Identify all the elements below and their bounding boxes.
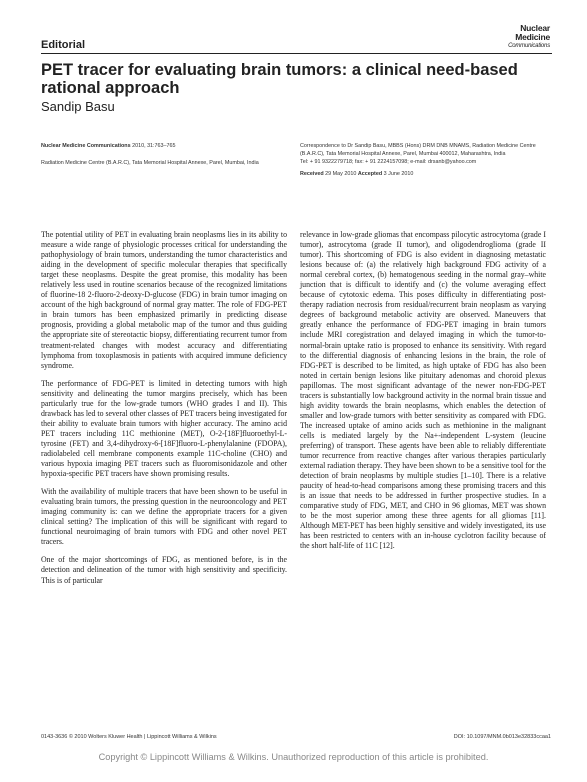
article-author: Sandip Basu bbox=[41, 99, 115, 114]
header-rule bbox=[41, 53, 552, 54]
journal-logo bbox=[478, 24, 550, 51]
body-paragraph: The potential utility of PET in evaluating brain neoplasms lies in its ability to measure a wide range of physiologic processes critical for understanding the pathophysiology of brain tumors, understanding the tumor characteristics and aiding in the development of specific molecular therapies that specifically target these neoplasms. Despite the great promise, this modality has been relatively less used in routine scenarios because of the recognized limitations of fluorine-18 2-fluoro-2-deoxy-D-glucose (FDG) in brain tumor imaging on account of the high background of normal gray matter. The role of FDG-PET in brain tumors has been emphasized primarily in predicting disease prognosis, providing a global metabolic map of the tumor and thus guiding the appropriate site of stereotactic biopsy, differentiating recurrent tumor from treatment-related changes with modest accuracy and differentiating lymphoma from toxoplasmosis in patients with acquired immune deficiency syndrome. bbox=[41, 230, 287, 370]
body-paragraph: relevance in low-grade gliomas that encompass pilocytic astrocytoma (grade I tumor), astrocytoma (grade II tumor), and oligodendroglioma (grade II tumor). This shortcoming of FDG is also evident in diagnosing metastatic lesions because of: (a) the relatively high background FDG activity of a normal cerebral cortex, (b) hematogenous seeding in the normal gray–white junction that is difficult to identify and (c) the volume averaging effect because of cytotoxic edema. This poses difficulty in differentiating post-therapy radiation necrosis from residual/recurrent brain neoplasm as varying degrees of background metabolic activity are observed. Maneuvers that greatly enhance the performance of FDG-PET imaging in brain tumors include MRI coregistration and delayed imaging in which the tumor-to-normal-brain uptake ratio is proposed to enhance its sensitivity. With regard to the differential diagnosis of enhancing lesions in the brain, the role of FDG-PET is described to be limited, as high uptake of FDG has also been noted in certain benign lesions like pituitary adenomas and choroid plexus papillomas. The most significant advantage of the newer non-FDG-PET tracers is substantially low background activity in the normal brain tissue and high avidity towards the brain neoplasms, which enables the detection of smaller and low-grade tumors with better sensitivity as compared with FDG. The increased uptake of amino acids such as methionine in the malignant cells is mediated largely by the Na+-independent L-system (leucine preferring) of transport. These agents have been able to reliably differentiate tumor recurrence from reactive changes after various therapies particularly external radiation therapy. They have been shown to be a sensitive tool for the detection of brain neoplasms by multiple studies [1–10]. There is a relative paucity of head-to-head comparisons among these promising tracers and this is an issue that needs to be addressed in further prospective studies. In a comparative study of FDG, MET, and CHO in 96 gliomas, MET was shown to be the most superior among these three agents for all gliomas [11]. Although MET-PET has been highly sensitive and widely investigated, its use has been restricted to centers with an in-house cyclotron facility because of the short half-life of 11C [12]. bbox=[300, 230, 546, 551]
citation-block bbox=[41, 142, 281, 167]
received-date: 29 May 2010 bbox=[323, 171, 358, 177]
received-label: Received bbox=[300, 171, 324, 177]
body-paragraph: With the availability of multiple tracers that have been shown to be useful in evaluating brain tumors, the pressing question in the neurooncology and PET imaging community is: can we define the appropriate tracers for a given clinical setting? The implication of this will be significant with regard to functional neuroimaging of brain tumors with FDG and other novel PET tracers. bbox=[41, 487, 287, 547]
citation bbox=[41, 142, 281, 150]
journal-logo-line: Nuclear bbox=[520, 23, 550, 33]
correspondence-block bbox=[300, 142, 555, 178]
citation-details: 2010, 31:763–765 bbox=[130, 143, 176, 149]
body-column-right bbox=[300, 230, 546, 560]
body-paragraph: The performance of FDG-PET is limited in detecting tumors with high sensitivity and delineating the tumor margins precisely, which has been particularly true for the low-grade tumors (WHO grades I and II). This drawback has led to several other classes of PET tracers being investigated for their ability to evaluate brain tumors with higher accuracy. The amino acid PET tracers including 11C methionine (MET), O-2-[18F]fluoroethyl-L-tyrosine (FET) and 3,4-dihydroxy-6-[18F]fluoro-L-phenylalanine (FDOPA), radiolabeled cell membrane components example 11C-choline (CHO) and various hypoxia imaging PET tracers such as fluoromisonidazole and other hypoxia-specific PET tracers have shown promising results. bbox=[41, 378, 287, 479]
journal-logo-line: Communications bbox=[508, 43, 550, 49]
correspondence: Correspondence to Dr Sandip Basu, MBBS (Hons) DRM DNB MNAMS, Radiation Medicine Centre (B.A.R.C), Tata Memorial Hospital Annexe, Parel, Mumbai 400012, Maharashtra, India bbox=[300, 143, 536, 157]
journal-logo-line: Medicine bbox=[515, 32, 550, 42]
accepted-date: 3 June 2010 bbox=[382, 171, 414, 177]
affiliation: Radiation Medicine Centre (B.A.R.C), Tata Memorial Hospital Annexe, Parel, Mumbai, India bbox=[41, 160, 259, 166]
section-label: Editorial bbox=[41, 39, 86, 51]
footer-doi: DOI: 10.1097/MNM.0b013e32833ccaa1 bbox=[453, 734, 551, 740]
body-column-left bbox=[41, 230, 287, 594]
copyright-notice: Copyright © Lippincott Williams & Wilkins. Unauthorized reproduction of this article is prohibited. bbox=[98, 752, 489, 762]
footer-issn: 0143-3636 © 2010 Wolters Kluwer Health | Lippincott Williams & Wilkins bbox=[41, 734, 217, 740]
contact-info: Tel: + 91 9322279718; fax: + 91 2224157098; e-mail: drsanb@yahoo.com bbox=[300, 159, 477, 165]
dates bbox=[300, 170, 555, 178]
article-title: PET tracer for evaluating brain tumors: a clinical need-based rational approach bbox=[41, 61, 518, 97]
citation-journal: Nuclear Medicine Communications bbox=[41, 143, 131, 149]
body-paragraph: One of the major shortcomings of FDG, as mentioned before, is in the detection and delineation of the tumor with high sensitivity and specificity. This is of particular bbox=[41, 555, 287, 585]
accepted-label: Accepted bbox=[357, 171, 383, 177]
